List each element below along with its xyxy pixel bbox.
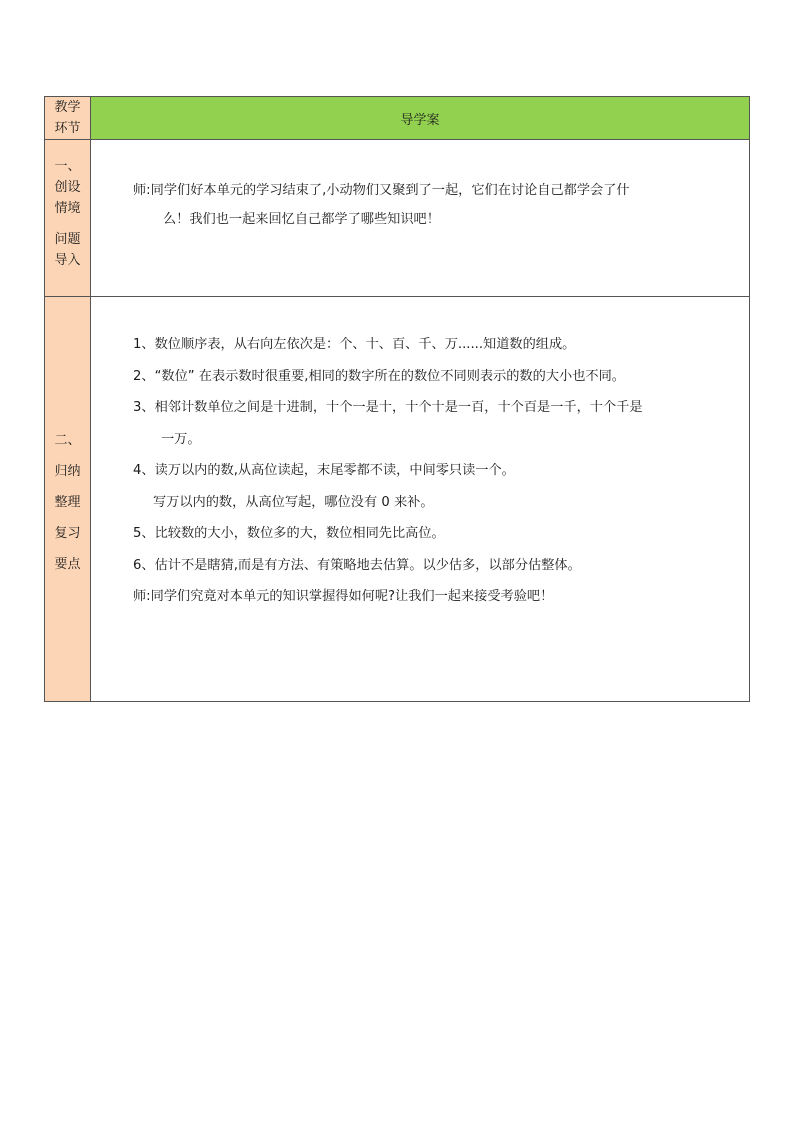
list-item-3-line2: 一万。 — [161, 431, 201, 447]
section2-label-cell — [45, 297, 91, 702]
closing-remark: 师:同学们究竟对本单元的知识掌握得如何呢?让我们一起来接受考验吧！ — [133, 589, 554, 604]
list-item-1: 1、数位顺序表，从右向左依次是：个、十、百、千、万......知道数的组成。 — [133, 337, 576, 352]
section1-label-cell — [45, 140, 91, 297]
header-title-cell — [91, 97, 750, 140]
list-item-6: 6、估计不是瞎猜,而是有方法、有策略地去估算。以少估多，以部分估整体。 — [133, 557, 581, 573]
section1-paragraph-line2: 么！我们也一起来回忆自己都学了哪些知识吧！ — [163, 212, 440, 227]
header-title: 导学案 — [400, 112, 440, 128]
section1-label-line1: 一、 — [54, 159, 81, 174]
section1-label-line5: 导入 — [54, 253, 81, 268]
section1-row — [45, 140, 750, 297]
section2-content-cell — [91, 297, 750, 702]
list-item-3-line1: 3、相邻计数单位之间是十进制，十个一是十，十个十是一百，十个百是一千，十个千是 — [133, 400, 643, 415]
section2-row — [45, 297, 750, 702]
section1-label-line2: 创设 — [54, 180, 81, 195]
section2-label-line5: 要点 — [54, 557, 81, 572]
section2-label-line4: 复习 — [54, 526, 81, 541]
section2-label-line3: 整理 — [54, 495, 81, 510]
list-item-2: 2、“数位” 在表示数时很重要,相同的数字所在的数位不同则表示的数的大小也不同。 — [133, 368, 625, 384]
header-row — [45, 97, 750, 140]
list-item-5: 5、比较数的大小，数位多的大，数位相同先比高位。 — [133, 526, 445, 541]
list-item-4-line1: 4、读万以内的数,从高位读起，末尾零都不读，中间零只读一个。 — [133, 463, 515, 478]
section2-label-line2: 归纳 — [54, 464, 81, 479]
list-item-4-line2: 写万以内的数，从高位写起，哪位没有 0 来补。 — [153, 494, 434, 510]
section1-content-cell — [91, 140, 750, 297]
section1-label-line4: 问题 — [54, 232, 81, 247]
header-stage-line1: 教学 — [54, 100, 81, 115]
header-stage-cell — [45, 97, 91, 140]
lesson-plan-table — [44, 96, 750, 702]
section2-label-line1: 二、 — [54, 433, 81, 448]
header-stage-line2: 环节 — [54, 121, 81, 136]
section1-paragraph-line1: 师:同学们好本单元的学习结束了,小动物们又聚到了一起，它们在讨论自己都学会了什 — [133, 183, 630, 198]
section1-label-line3: 情境 — [54, 201, 81, 216]
